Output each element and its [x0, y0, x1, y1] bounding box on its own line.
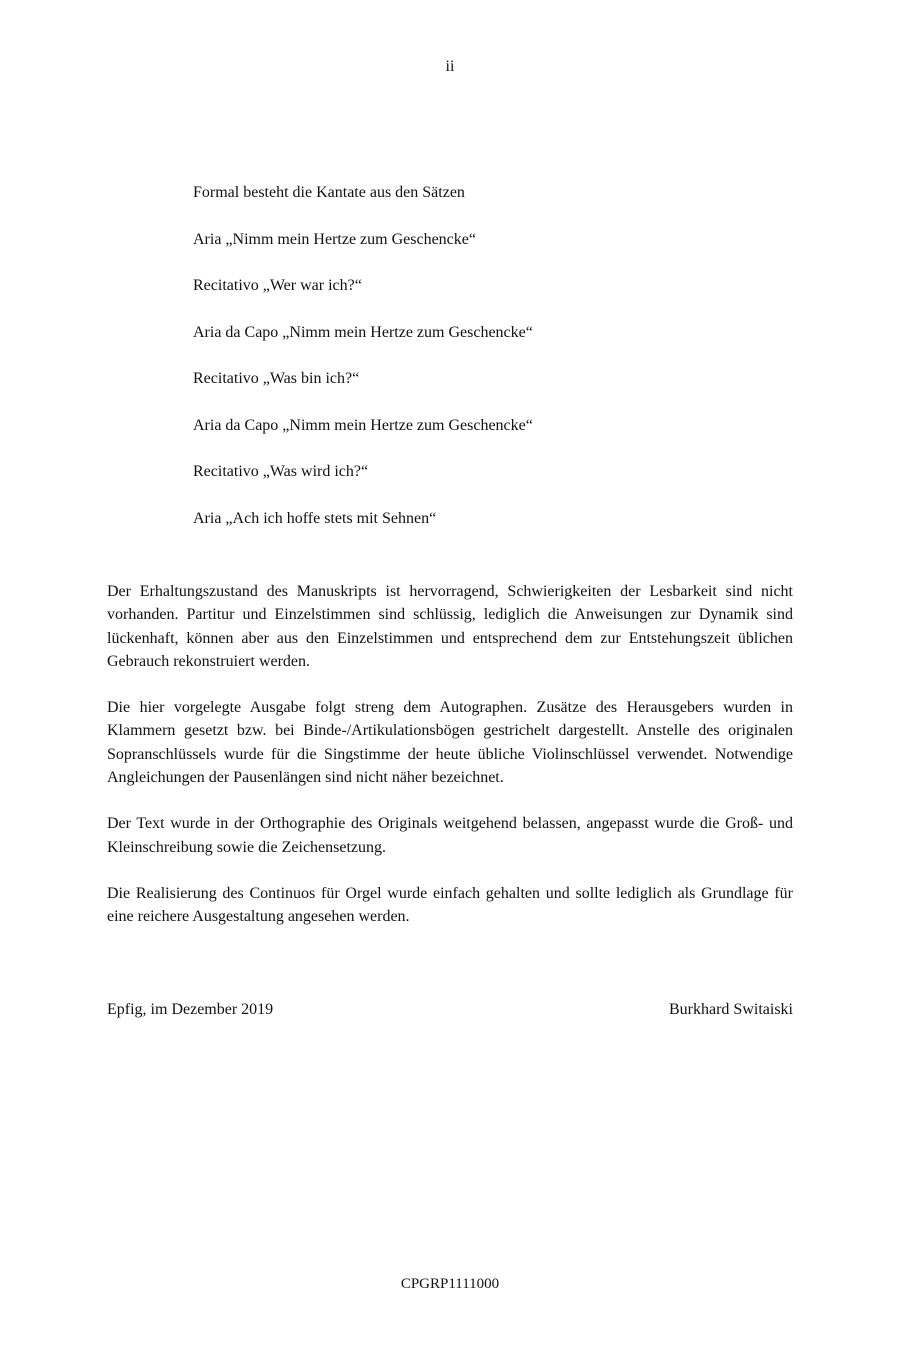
paragraph-continuo-realisation: Die Realisierung des Continuos für Orgel wurde einfach gehalten und sollte lediglich als Grundlage für eine reichere Ausgestaltung angesehen werden. — [107, 884, 793, 926]
place-and-date: Epfig, im Dezember 2019 — [107, 1001, 274, 1018]
movement-item: Recitativo „Was bin ich?“ — [193, 370, 360, 387]
movement-item: Recitativo „Wer war ich?“ — [193, 277, 362, 294]
catalogue-code: CPGRP1111000 — [400, 1276, 500, 1292]
paragraph-edition-principles: Die hier vorgelegte Ausgabe folgt streng dem Autographen. Zusätze des Herausgebers wurden in Klammern gesetzt bzw. bei Binde-/Artikulationsbögen gestrichelt dargestellt. Anstelle des originalen Sopranschlüssels wurde für die Singstimme der heute übliche Violinschlüssel verwendet. Notwendige Angleichungen der Pausenlängen sind nicht näher bezeichnet. — [107, 699, 793, 787]
movement-list-intro: Formal besteht die Kantate aus den Sätzen — [193, 184, 465, 201]
movement-list — [193, 183, 533, 555]
page-number: ii — [445, 58, 455, 75]
movement-item: Aria „Nimm mein Hertze zum Geschencke“ — [193, 230, 476, 248]
author-name: Burkhard Switaiski — [669, 1001, 793, 1018]
movement-item: Aria da Capo „Nimm mein Hertze zum Geschencke“ — [193, 323, 533, 341]
paragraph-manuscript-condition: Der Erhaltungszustand des Manuskripts ist hervorragend, Schwierigkeiten der Lesbarkeit sind nicht vorhanden. Partitur und Einzelstimmen sind schlüssig, lediglich die Anweisungen zur Dynamik sind lückenhaft, können aber aus den Einzelstimmen und entsprechend dem zur Entstehungszeit üblichen Gebrauch rekonstruiert werden. — [107, 583, 793, 670]
movement-item: Aria „Ach ich hoffe stets mit Sehnen“ — [193, 509, 437, 527]
paragraph-text-orthography: Der Text wurde in der Orthographie des Originals weitgehend belassen, angepasst wurde die Groß- und Kleinschreibung sowie die Zeichensetzung. — [107, 815, 793, 856]
movement-item: Aria da Capo „Nimm mein Hertze zum Geschencke“ — [193, 416, 533, 434]
editorial-notes — [107, 580, 793, 952]
movement-item: Recitativo „Was wird ich?“ — [193, 463, 369, 480]
